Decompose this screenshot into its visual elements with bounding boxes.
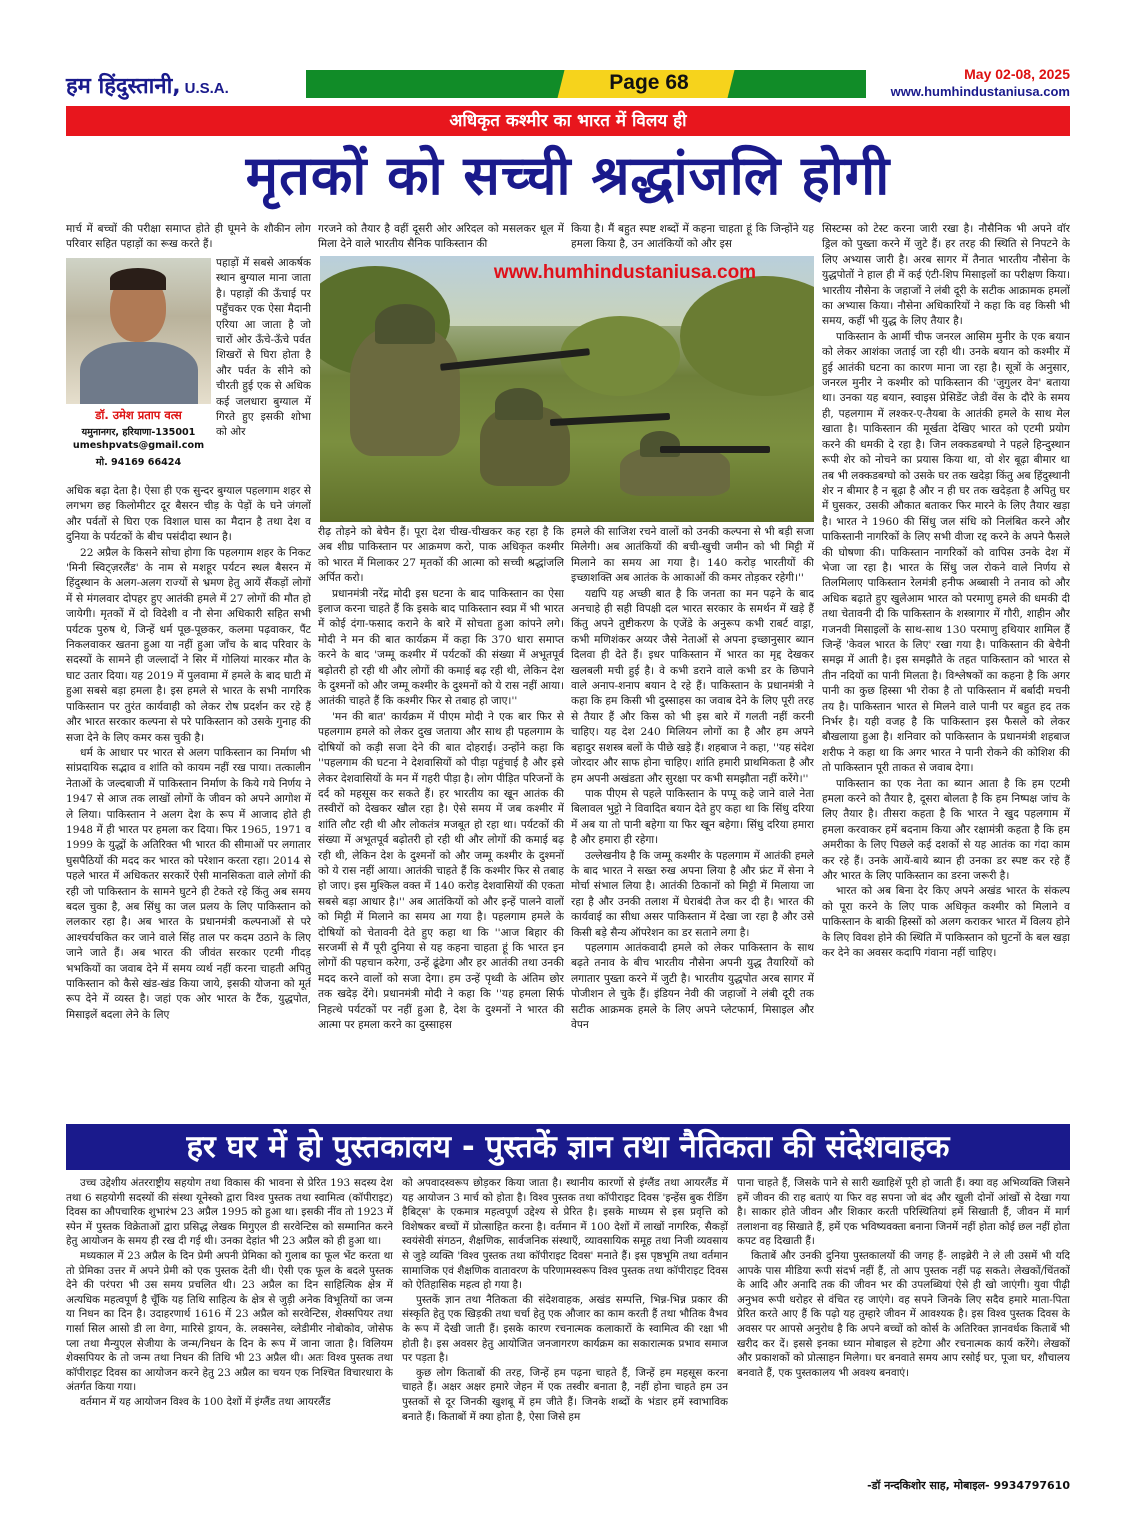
second-article-col2 <box>402 1176 728 1516</box>
paragraph: सिस्टम्स को टेस्ट करना जारी रखा है। नौसैनिक भी अपने वॉर ड्रिल को पुख्ता करने में जुटे हैं। हर तरह की स्थिति से निपटने के लिए अभ्यास जारी है। अरब सागर में तैनात भारतीय नौसेना के युद्धपोतों ने हाल ही में कई एंटी-शिप मिसाइलों का परीक्षण किया। भारतीय नौसेना के जहाजों ने लंबी दूरी के सटीक आक्रामक हमलों का अभ्यास किया। नौसेना अधिकारियों ने कहा कि वह किसी भी समय, कहीं भी युद्ध के लिए तैयार है। <box>822 223 1070 328</box>
paragraph: पाकिस्तान का एक नेता का ब्यान आता है कि हम एटमी हमला करने को तैयार है, दूसरा बोलता है कि हम निष्पक्ष जांच के लिए तैयार है। तीसरा कहता है कि भारत ने खुद पहलगाम में हमला करवाकर हमें बदनाम किया और रक्षामंत्री कहता है कि हम अमरीका के लिए पिछले कई दशकों से यह आतंक का गंदा काम कर रहे हैं। उनके आयें-बाये ब्यान ही उनका डर स्पष्ट कर रहे हैं और भारत के लिए पाकिस्तान का डरना जरूरी है। <box>822 777 1070 883</box>
article-kicker: अधिकृत कश्मीर का भारत में विलय ही <box>66 106 1070 136</box>
article-text-col3 <box>571 525 814 1119</box>
article-text-col3-top <box>571 222 814 256</box>
paragraph: रीढ़ तोड़ने को बेचैन हैं। पूरा देश चीख-चीखकर कह रहा है कि अब शीघ्र पाकिस्तान पर आक्रमण करो, पाक अधिकृत कश्मीर को भारत में मिलाकर 27 मृतकों की आत्मा को सच्ची श्रद्धांजलि अर्पित करो। <box>318 526 564 585</box>
paragraph: 22 अप्रैल के किसने सोचा होगा कि पहलगाम शहर के निकट 'मिनी स्विट्ज़रलैंड' के नाम से मशहूर पर्यटन स्थल बैसरन में हिंदुस्थान के अलग-अलग राज्यों से भ्रमण हेतु आयें सैंकड़ों लोगों में से मंगलवार दोपहर हुए आतंकी हमले में 27 लोगों की मौत हो जायेगी। मृतकों में दो विदेशी व नौ सेना अधिकारी सहित सभी पर्यटक पुरुष थे, जिन्हें धर्म पूछ-पूछकर, कलमा पढ़वाकर, पैंट निकलवाकर खतना हुआ या नहीं हुआ जाँच के बाद परिवार के सदस्यों के सामने ही जल्लादों ने सिर में गोलियां मारकर मौत के घाट उतार दिया। यह 2019 में पुलवामा में हमले के बाद घाटी में हुआ सबसे बड़ा हमला है। इस हमले से भारत के सभी नागरिक पाकिस्तान पर तुरंत कार्यवाही को लेकर रोष प्रदर्शन कर रहे हैं और भारत सरकार कल्पना से परे पाकिस्तान को उसके गुनाह की सजा देने के लिए कमर कस चुकी है। <box>66 546 311 744</box>
paragraph: पुस्तकें ज्ञान तथा नैतिकता की संदेशवाहक, अखंड सम्पत्ति, भिन्न-भिन्न प्रकार की संस्कृति हेतु एक खिड़की तथा चर्चा हेतु एक औजार का काम करती हैं तथा भौतिक वैभव के रूप में देखी जाती हैं। इसके कारण रचनात्मक कलाकारों के स्वामित्व की रक्षा भी होती है। इस अवसर हेतु आयोजित जनजागरण कार्यक्रम का सकारात्मक प्रभाव समाज पर पड़ता है। <box>402 1293 728 1365</box>
masthead-suffix: U.S.A. <box>184 80 229 97</box>
author-phone: मो. 94169 66424 <box>95 457 182 468</box>
paragraph: हमले की साजिश रचने वालों को उनकी कल्पना से भी बड़ी सजा मिलेगी। अब आतंकियों की बची-खुची जमीन को भी मिट्टी में मिलाने का समय आ गया है। 140 करोड़ भारतीयों की इच्छाशक्ति अब आतंक के आकाओं की कमर तोड़कर रहेगी।'' <box>571 526 814 585</box>
masthead-title: हम हिंदुस्तानी, <box>66 74 181 99</box>
paragraph: उच्च उद्देशीय अंतरराष्ट्रीय सहयोग तथा विकास की भावना से प्रेरित 193 सदस्य देश तथा 6 सहयोगी सदस्यों की संस्था यूनेस्को द्वारा विश्व पुस्तक तथा स्वामित्व (कॉपीराइट) दिवस का औपचारिक शुभारंभ 23 अप्रैल 1995 को हुआ था। इसकी नींव तो 1923 में स्पेन में पुस्तक विक्रेताओं द्वारा प्रसिद्ध लेखक मिगुएल डी सरवेन्टिस को सम्मानित करने हेतु आयोजन के समय ही रख दी गई थी। उनका देहांत भी 23 अप्रैल को ही हुआ था। <box>66 1177 393 1248</box>
paragraph: 'मन की बात' कार्यक्रम में पीएम मोदी ने एक बार फिर से पहलगाम हमले को लेकर दुख जताया और साथ ही पहलगाम के दोषियों को कड़ी सजा देने की बात दोहराई। उन्होंने कहा कि ''पहलगाम की घटना ने देशवासियों को पीड़ा पहुंचाई है और इसे लेकर देशवासियों के मन में गहरी पीड़ा है। लोग पीड़ित परिजनों के दर्द को महसूस कर सकते हैं। हर भारतीय का खून आतंक की तस्वीरों को देखकर खौल रहा है। ऐसे समय में जब कश्मीर में शांति लौट रही थी और लोकतंत्र मजबूत हो रहा था। पर्यटकों की संख्या में अभूतपूर्व बढ़ोतरी हो रही थी और लोगों की कमाई बढ़ रही थी, लेकिन देश के दुश्मनों को और जम्मू कश्मीर के दुश्मनों को ये रास नहीं आया। आतंकी चाहते हैं कि कश्मीर फिर से तबाह हो जाए। इस मुश्किल वक्त में 140 करोड़ देशवासियों की एकता सबसे बड़ा आधार है।'' अब आतंकियों को और इन्हें पालने वालों को मिट्टी में मिलाने का समय आ गया है। पहलगाम हमले के दोषियों को चेतावनी देते हुए कहा था कि ''आज बिहार की सरजमीं से मैं पूरी दुनिया से यह कहना चाहता हूं कि भारत इन लोगों की पहचान करेगा, उन्हें ढूंढेगा और हर आतंकी तथा उनकी मदद करने वालों को सजा देगा। हम उन्हें पृथ्वी के अंतिम छोर तक खदेड़ देंगे। प्रधानमंत्री मोदी ने कहा कि ''यह हमला सिर्फ निहत्थे पर्यटकों पर नहीं हुआ है, देश के दुश्मनों ने भारत की आत्मा पर हमला करने का दुस्साहस <box>318 710 564 1031</box>
paragraph: पहाड़ों में सबसे आकर्षक स्थान बुग्याल माना जाता है। पहाड़ों की ऊँचाई पर पहुँचकर एक ऐसा मैदानी एरिया आ जाता है जो चारों ओर ऊँचे-ऊँचे पर्वत शिखरों से घिरा होता है और पर्वत के सीने को चीरती हुई एक से अधिक कई जलधारा बुग्याल में गिरते हुए इसकी शोभा को ओर <box>216 257 311 439</box>
article-text-col1-top <box>66 222 311 256</box>
paragraph: मार्च में बच्चों की परीक्षा समाप्त होते ही घूमने के शौकीन लोग परिवार सहित पहाड़ों का रूख करते हैं। <box>66 223 311 251</box>
author-email[interactable]: umeshpvats@gmail.com <box>72 440 205 451</box>
article-text-col2-top <box>318 222 564 256</box>
paragraph: पाक पीएम से पहले पाकिस्तान के पप्पू कहे जाने वाले नेता बिलावल भुट्टो ने विवादित बयान देते हुए कहा था कि सिंधु दरिया में अब या तो पानी बहेगा या फिर खून बहेगा। सिंधु दरिया हमारा है और हमारा ही रहेगा। <box>571 787 814 847</box>
page-number: Page 68 <box>609 71 689 94</box>
paragraph: यद्यपि यह अच्छी बात है कि जनता का मन पढ़ने के बाद अनचाहे ही सही विपक्षी दल भारत सरकार के समर्थन में खड़े हैं किंतु अपने तुष्टीकरण के एजेंडे के अनुरूप कभी राबर्ट वाड्रा, कभी मणिशंकर अय्यर जैसे नेताओं से अपना इच्छानुसार ब्यान दिलवा ही देते हैं। इधर पाकिस्तान में भारत का मृद्द देखकर खलबली मची हुई है। वे कभी डराने वाले कभी डर के छिपाने वाले अनाप-शनाप बयान दे रहे हैं। पाकिस्तान के प्रधानमंत्री ने कहा कि हम किसी भी दुस्साहस का जवाब देने के लिए पूरी तरह से तैयार हैं और किस को भी इस बारे में गलती नहीं करनी चाहिए। यह देश 240 मिलियन लोगों का है और हम अपने बहादुर सशस्त्र बलों के पीछे खड़े हैं। शहबाज ने कहा, ''यह संदेश जोरदार और साफ होना चाहिए। शांति हमारी प्राथमिकता है और हम अपनी अखंडता और सुरक्षा पर कभी समझौता नहीं करेंगे।'' <box>571 587 814 785</box>
paragraph: कुछ लोग किताबों की तरह, जिन्हें हम पढ़ना चाहते हैं, जिन्हें हम महसूस करना चाहते हैं। अक्षर अक्षर हमारे जेहन में एक तस्वीर बनाता है, नहीं होना चाहते हम उन पुस्तकों से दूर जिनकी खुशबू में हम जीते हैं। जिनके शब्दों के भंडार हमें स्वाभाविक बनाते हैं। किताबों में क्या होता है, ऐसा जिसे हम <box>402 1366 728 1423</box>
paragraph: किया है। मैं बहुत स्पष्ट शब्दों में कहना चाहता हूं कि जिन्होंने यह हमला किया है, उन आतंकियों को और इस <box>571 223 814 251</box>
issue-date: May 02-08, 2025 <box>964 66 1070 82</box>
paragraph: किताबें और उनकी दुनिया पुस्तकालयों की जगह हैं- लाइब्रेरी ने ले ली उसमें भी यदि आपके पास मीडिया रूपी संदर्भ नहीं हैं, तो आप पुस्तक नहीं पढ़ सकते। लेखकों/चिंतकों के आदि और अनादि तक की जीवन भर की उपलब्धियां ऐसे ही खो जाएंगी। युवा पीढ़ी अनुभव रूपी धरोहर से वंचित रह जाएंगे। वह सपने जिनके लिए सदैव हमारे माता-पिता प्रेरित करते आए हैं कि पढ़ो यह तुम्हारे जीवन में आवश्यक है। इस विश्व पुस्तक दिवस के अवसर पर आपसे अनुरोध है कि अपने बच्चों को कोर्स के अतिरिक्त ज्ञानवर्धक किताबें भी खरीद कर दें। इससे इनका ध्यान मोबाइल से हटेगा और रचनात्मक कार्य करेंगे। लेखकों और प्रकाशकों को प्रोत्साहन मिलेगा। घर बनवाते समय आप रसोई घर, पूजा घर, शौचालय बनवाते हैं, एक पुस्तकालय भी अवश्य बनवाएं। <box>737 1249 1070 1379</box>
second-article-col1 <box>66 1176 393 1516</box>
soldiers-photo <box>320 256 814 522</box>
paragraph: भारत को अब बिना देर किए अपने अखंड भारत के संकल्प को पूरा करने के लिए पाक अधिकृत कश्मीर को मिलाने व पाकिस्तान के बाकी हिस्सों को अलग कराकर भारत में विलय होने के लिए विवश होने की स्थिति में पाकिस्तान को घुटनों के बल खड़ा कर देने का अवसर कदापि गंवाना नहीं चाहिए। <box>822 885 1070 960</box>
second-article-signature: -डॉ नन्दकिशोर साह, मोबाइल- 9934797610 <box>867 1479 1070 1492</box>
paragraph: को अपवादस्वरूप छोड़कर किया जाता है। स्थानीय कारणों से इंग्लैंड तथा आयरलैंड में यह आयोजन 3 मार्च को होता है। विश्व पुस्तक तथा कॉपीराइट दिवस 'इन्हेंस बुक रीडिंग हैबिट्स' के एकमात्र महत्वपूर्ण उद्देश्य से प्रेरित है। इसके माध्यम से इस प्रवृत्ति को विशेषकर बच्चों में प्रोत्साहित करना है। वर्तमान में 100 देशों में लाखों नागरिक, सैकड़ों स्वयंसेवी संगठन, शैक्षणिक, सार्वजनिक संस्थाएँ, व्यावसायिक समूह तथा निजी व्यवसाय से जुड़े व्यक्ति 'विश्व पुस्तक तथा कॉपीराइट दिवस' मनाते हैं। इस पृष्ठभूमि तथा वर्तमान सामाजिक एवं शैक्षणिक वातावरण के परिणामस्वरूप विश्व पुस्तक तथा कॉपीराइट दिवस को ऐतिहासिक महत्व हो गया है। <box>402 1177 728 1292</box>
paragraph: प्रधानमंत्री नरेंद्र मोदी इस घटना के बाद पाकिस्तान का ऐसा इलाज करना चाहते हैं कि इसके बाद पाकिस्तान स्वप्न में भी भारत में कोई दंगा-फसाद कराने के बारे में सोचता हुआ कांपने लगे। मोदी ने मन की बात कार्यक्रम में कहा कि 370 धारा समाप्त करने के बाद 'जम्मू कश्मीर में पर्यटकों की संख्या में अभूतपूर्व बढ़ोतरी हो रही थी और लोगों की कमाई बढ़ रही थी, लेकिन देश के दुश्मनों को और जम्मू कश्मीर के दुश्मनों को ये रास नहीं आया। आतंकी चाहते हैं कि कश्मीर फिर से तबाह हो जाए।'' <box>318 587 564 708</box>
article-headline: मृतकों को सच्ची श्रद्धांजलि होगी <box>245 144 891 207</box>
second-article-headline: हर घर में हो पुस्तकालय - पुस्तकें ज्ञान तथा नैतिकता की संदेशवाहक <box>66 1124 1070 1170</box>
paragraph: उल्लेखनीय है कि जम्मू कश्मीर के पहलगाम में आतंकी हमले के बाद भारत ने सख्त रुख अपना लिया है और फ्रंट में सेना ने मोर्चा संभाल लिया है। आतंकी ठिकानों को मिट्टी में मिलाया जा रहा है और उनकी तलाश में घेराबंदी तेज कर दी है। भारत की कार्यवाई का सीधा असर पाकिस्तान में देखा जा रहा है और उसे किसी बड़े सैन्य ऑपरेशन का डर सताने लगा है। <box>571 849 814 939</box>
paragraph: पहलगाम आतंकवादी हमले को लेकर पाकिस्तान के साथ बढ़ते तनाव के बीच भारतीय नौसेना अपनी युद्ध तैयारियों को लगातार पुख्ता करने में जुटी है। भारतीय युद्धपोत अरब सागर में पोजीशन ले चुके हैं। इंडियन नेवी की जहाजों ने लंबी दूरी तक सटीक आक्रमक हमले के लिए अपने प्लेटफार्म, मिसाइल और वेपन <box>571 941 814 1031</box>
article-text-col4 <box>822 222 1070 1120</box>
website-link[interactable]: www.humhindustaniusa.com <box>890 84 1070 99</box>
article-text-col2 <box>318 525 564 1119</box>
author-photo <box>66 258 211 404</box>
author-box <box>66 258 211 472</box>
author-name: डॉ. उमेश प्रताप वत्स <box>95 408 182 422</box>
article-text-col1 <box>66 484 311 1120</box>
author-place: यमुनानगर, हरियाणा-135001 <box>81 427 196 438</box>
paragraph: पाना चाहते हैं, जिसके पाने से सारी ख्वाहिशें पूरी हो जाती हैं। क्या वह अभिव्यक्ति जिसने हमें जीवन की राह बताएं या फिर वह सपना जो बंद और खुली दोनों आंखों से देखा गया है। साकार होते जीवन और शिकार करती परिस्थितियां हमें सिखाती हैं, जीवन में मार्ग तलाशना वह सिखाते हैं, हमें एक भविष्यवक्ता बनाना जिनमें नहीं होता कोई छल नहीं होता कपट वह दिखाती हैं। <box>737 1177 1070 1248</box>
paragraph: मध्यकाल में 23 अप्रैल के दिन प्रेमी अपनी प्रेमिका को गुलाब का फूल भेंट करता था तो प्रेमिका उत्तर में अपने प्रेमी को एक पुस्तक देती थी। ऐसी एक फूल के बदले पुस्तक देने की परंपरा भी उस समय प्रचलित थी। 23 अप्रैल का दिन साहित्यिक क्षेत्र में अत्यधिक महत्वपूर्ण है चूँकि यह तिथि साहित्य के क्षेत्र से जुड़ी अनेक विभूतियों का जन्म या निधन का दिन है। उदाहरणार्थ 1616 में 23 अप्रैल को सरवेन्टिस, शेक्सपियर तथा गार्सा सिल आसो डी ला वेगा, मारिसे ड्रायन, के. लक्सनेस, व्लेडीमीर नोबोकोव, जोसेफ प्ला तथा मैन्युएल सेजीया के जन्म/निधन के दिन के रूप में जाना जाता है। विलियम शेक्सपियर के तो जन्म तथा निधन की तिथि भी 23 अप्रैल थी। अतः विश्व पुस्तक तथा कॉपीराइट दिवस का आयोजन करने हेतु 23 अप्रैल का चयन एक निश्चित विचारधारा के अंतर्गत किया गया। <box>66 1249 393 1394</box>
masthead <box>66 70 229 100</box>
article-text-col1-wrap <box>216 256 311 484</box>
paragraph: पाकिस्तान के आर्मी चीफ जनरल आसिम मुनीर के एक बयान को लेकर आशंका जताई जा रही थी। उनके बयान को कश्मीर में हुई आतंकी घटना का कारण माना जा रहा है। सूत्रों के अनुसार, जनरल मुनीर ने कश्मीर को पाकिस्तान की 'जुगुलर वेन' बताया था। उनका यह बयान, स्वाइस प्रेसिडेंट जेडी वेंस के दौरे के समय ही, पहलगाम में लश्कर-ए-तैयबा के आतंकी हमले के साथ मेल खाता है। पाकिस्तान की मूर्खता देखिए भारत को एटमी प्रयोग करने की धमकी दे रहा है। जिन लक्कडबग्घो ने पहले हिन्दुस्थान रूपी शेर को नोचने का प्रयास किया था, वो शेर बूढ़ा बीमार था तब भी लक्कडबग्घो को उसके घर तक खदेड़ा किंतु अब हिंदुस्थानी शेर न बीमार है न बूढ़ा है और न ही घर तक खदेड़ता है अपितु घर में घुसकर, उसकी औकात बताकर फिर मारने के लिए तैयार खड़ा है। भारत ने 1960 की सिंधु जल संधि को निलंबित करने और पाकिस्तानी नागरिकों के लिए सभी वीजा रद्द करने के अपने फैसले की घोषणा की। पाकिस्तान नागरिकों को वापिस उनके देश में भेजा जा रहा है। भारत के सिंधु जल रोकने वाले निर्णय से तिलमिलाए पाकिस्तान रेलमंत्री हनीफ अब्बासी ने तनाव को और अधिक बढ़ाते हुए खुलेआम भारत को परमाणु हमले की धमकी दी तथा चेतावनी दी कि पाकिस्तान के शस्त्रागार में गौरी, शाहीन और गजनवी मिसाइलों के साथ-साथ 130 परमाणु हथियार शामिल हैं जिन्हें 'केवल भारत के लिए' रखा गया है। पाकिस्तान की बेचैनी समझ में आती है। इस समझौते के तहत पाकिस्तान को भारत से तीन नदियों का पानी मिलता है। विश्लेषकों का कहना है कि अगर पानी का कुछ हिस्सा भी रोका है तो पाकिस्तान में बर्बादी मचनी तय है। पाकिस्तान भारत से मिलने वाले पानी पर बहुत हद तक निर्भर है। यही वजह है कि पाकिस्तान इस फैसले को लेकर बौखलाया हुआ है। शनिवार को पाकिस्तान के प्रधानमंत्री शहबाज शरीफ ने कहा था कि अगर भारत ने पानी रोकने की कोशिश की तो पाकिस्तान पूरी ताकत से जवाब देगा। <box>822 330 1070 775</box>
second-article-col3 <box>737 1176 1070 1478</box>
photo-watermark: www.humhindustaniusa.com <box>493 262 757 283</box>
page-header <box>66 64 1070 102</box>
paragraph: अधिक बढ़ा देता है। ऐसा ही एक सुन्दर बुग्याल पहलगाम शहर से लगभग छह किलोमीटर दूर बैसरन चीड़ के पेड़ों के घने जंगलों और पर्वतों से घिरा एक विशाल घास का मैदान है तथा देश व दुनिया के पर्यटकों के बीच पसंदीदा स्थान है। <box>66 485 311 544</box>
paragraph: धर्म के आधार पर भारत से अलग पाकिस्तान का निर्माण भी सांप्रदायिक सद्भाव व शांति को कायम नहीं रख पाया। तत्कालीन नेताओं के जल्दबाजी में पाकिस्तान निर्माण के किये गये निर्णय ने 1947 से आज तक लाखों लोगों के जीवन को अपने आगोश में ले लिया। पाकिस्तान ने अलग देश के रूप में आजाद होते ही 1948 में ही भारत पर हमला कर दिया। फिर 1965, 1971 व 1999 के युद्धों के अतिरिक्त भी भारत की सीमाओं पर लगातार घुसपैठियों की मदद कर भारत को परेशान करता रहा। 2014 से पहले भारत में अधिकतर सरकारें ऐसी मानसिकता वाले लोगों की रही जो पाकिस्तान के सामने घुटने ही टेकते रहे किंतु अब समय बदल चुका है, अब सिंधु का जल प्रलय के लिए पाकिस्तान को ललकार रहा है। अब भारत के प्रधानमंत्री कल्पनाओं से परे आश्चर्यचकित कर जाने वाले सिंह ताल पर कदम उठाने के लिए जाने जाते हैं। अब भारत की जीवंत सरकार एटमी गीदड़ भभकियों का जवाब देने में समय व्यर्थ नहीं करना चाहती अपितु पाकिस्तान को कैसे खंड-खंड किया जाये, इसकी योजना को मूर्त रूप देने में व्यस्त है। जहां एक ओर भारत के टैंक, युद्धपोत, मिसाइलें बदला लेने के लिए <box>66 746 311 1021</box>
paragraph: वर्तमान में यह आयोजन विश्व के 100 देशों में इंग्लैंड तथा आयरलैंड <box>80 1395 331 1408</box>
paragraph: गरजने को तैयार है वहीं दूसरी ओर अरिदल को मसलकर धूल में मिला देने वाले भारतीय सैनिक पाकिस्तान की <box>318 223 564 251</box>
